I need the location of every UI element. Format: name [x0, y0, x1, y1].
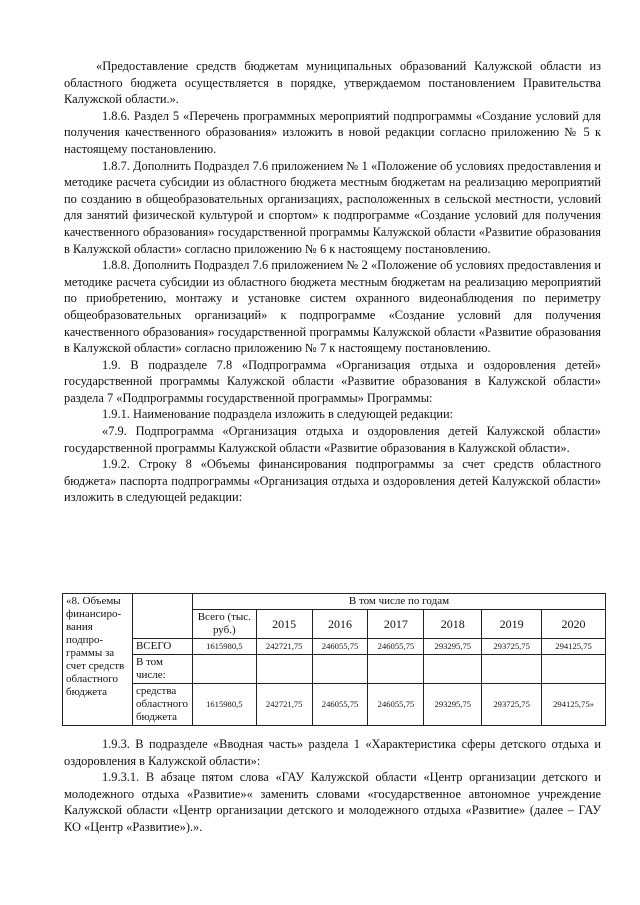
cell-value: 293725,75 [482, 684, 542, 726]
cell-value: 246055,75 [368, 639, 424, 655]
paragraph: 1.8.8. Дополнить Подраздел 7.6 приложением № 2 «Положение об условиях предоставления и методике расчета субсидии из областного бюджета местным бюджетам на реализацию мероприятий по приобретению, монтажу и установке систем охранного видеонаблюдения по периметру общеобразовательных организаций» к подпрограмме «Создание условий для получения качественного образования» государственной программы Калужской области «Развитие образования в Калужской области» согласно приложению № 7 к настоящему постановлению. [64, 258, 601, 356]
paragraph: «7.9. Подпрограмма «Организация отдыха и оздоровления детей Калужской области» государственной программы Калужской области «Развитие образования в Калужской области». [64, 424, 601, 455]
year-header: 2017 [368, 610, 424, 639]
table-row [63, 655, 606, 684]
paragraph: 1.8.7. Дополнить Подраздел 7.6 приложением № 1 «Положение об условиях предоставления и методике расчета субсидии из областного бюджета местным бюджетам на реализацию мероприятий по созданию в общеобразовательных организациях, расположенных в сельской местности, условий для занятий физической культурой и спортом» к подпрограмме «Создание условий для получения качественного образования» государственной программы Калужской области «Развитие образования в Калужской области» согласно приложению № 6 к настоящему постановлению. [64, 158, 601, 256]
cell-value: 246055,75 [312, 684, 368, 726]
table-row [63, 639, 606, 655]
year-header: 2019 [482, 610, 542, 639]
total-header: Всего (тыс. руб.) [192, 610, 256, 639]
row-incl-label: В том числе: [132, 655, 192, 684]
paragraph: «Предоставление средств бюджетам муниципальных образований Калужской области из областного бюджета осуществляется в порядке, утверждаемом постановлением Правительства Калужской области.». [64, 59, 601, 107]
paragraph: 1.9.2. Строку 8 «Объемы финансирования подпрограммы за счет средств областного бюджета» паспорта подпрограммы «Организация отдыха и оздоровления детей Калужской области» изложить в следующей редакции: [64, 457, 601, 505]
cell-value: 293295,75 [424, 639, 482, 655]
paragraph: 1.8.6. Раздел 5 «Перечень программных мероприятий подпрограммы «Создание условий для получения качественного образования» изложить в новой редакции согласно приложению № 5 к настоящему постановлению. [64, 108, 601, 156]
cell-value: 294125,75» [542, 684, 606, 726]
document-body-bottom [64, 736, 601, 836]
year-header: 2018 [424, 610, 482, 639]
year-header: 2016 [312, 610, 368, 639]
cell-value: 242721,75 [256, 639, 312, 655]
paragraph: 1.9. В подразделе 7.8 «Подпрограмма «Организация отдыха и оздоровления детей» государственной программы Калужской области «Развитие образования в Калужской области» раздела 7 «Подпрограммы государственной программы» Программы: [64, 357, 601, 405]
financing-table [62, 593, 606, 726]
document-body-top [64, 58, 601, 506]
cell-value: 246055,75 [312, 639, 368, 655]
year-header: 2015 [256, 610, 312, 639]
group-header: В том числе по годам [192, 594, 605, 610]
year-header: 2020 [542, 610, 606, 639]
row-label-cell: «8. Объемы финансиро-вания подпро-граммы за счет средств областного бюджета [63, 594, 133, 726]
cell-value: 246055,75 [368, 684, 424, 726]
cell-value: 293725,75 [482, 639, 542, 655]
empty-cell [132, 594, 192, 639]
row-source-label: средства областного бюджета [132, 684, 192, 726]
cell-value: 1615980,5 [192, 684, 256, 726]
paragraph: 1.9.3. В подразделе «Вводная часть» раздела 1 «Характеристика сферы детского отдыха и оздоровления в Калужской области»: [64, 737, 601, 768]
cell-value: 293295,75 [424, 684, 482, 726]
paragraph: 1.9.1. Наименование подраздела изложить в следующей редакции: [102, 407, 454, 422]
row-total-label: ВСЕГО [132, 639, 192, 655]
cell-value: 294125,75 [542, 639, 606, 655]
table-row [63, 684, 606, 726]
cell-value: 1615980,5 [192, 639, 256, 655]
paragraph: 1.9.3.1. В абзаце пятом слова «ГАУ Калужской области «Центр организации детского и молодежного отдыха «Развитие»« заменить словами «государственное автономное учреждение Калужской области «Центр организации детского и молодежного отдыха «Развитие» (далее – ГАУ КО «Центр «Развитие»).». [64, 770, 601, 834]
cell-value: 242721,75 [256, 684, 312, 726]
